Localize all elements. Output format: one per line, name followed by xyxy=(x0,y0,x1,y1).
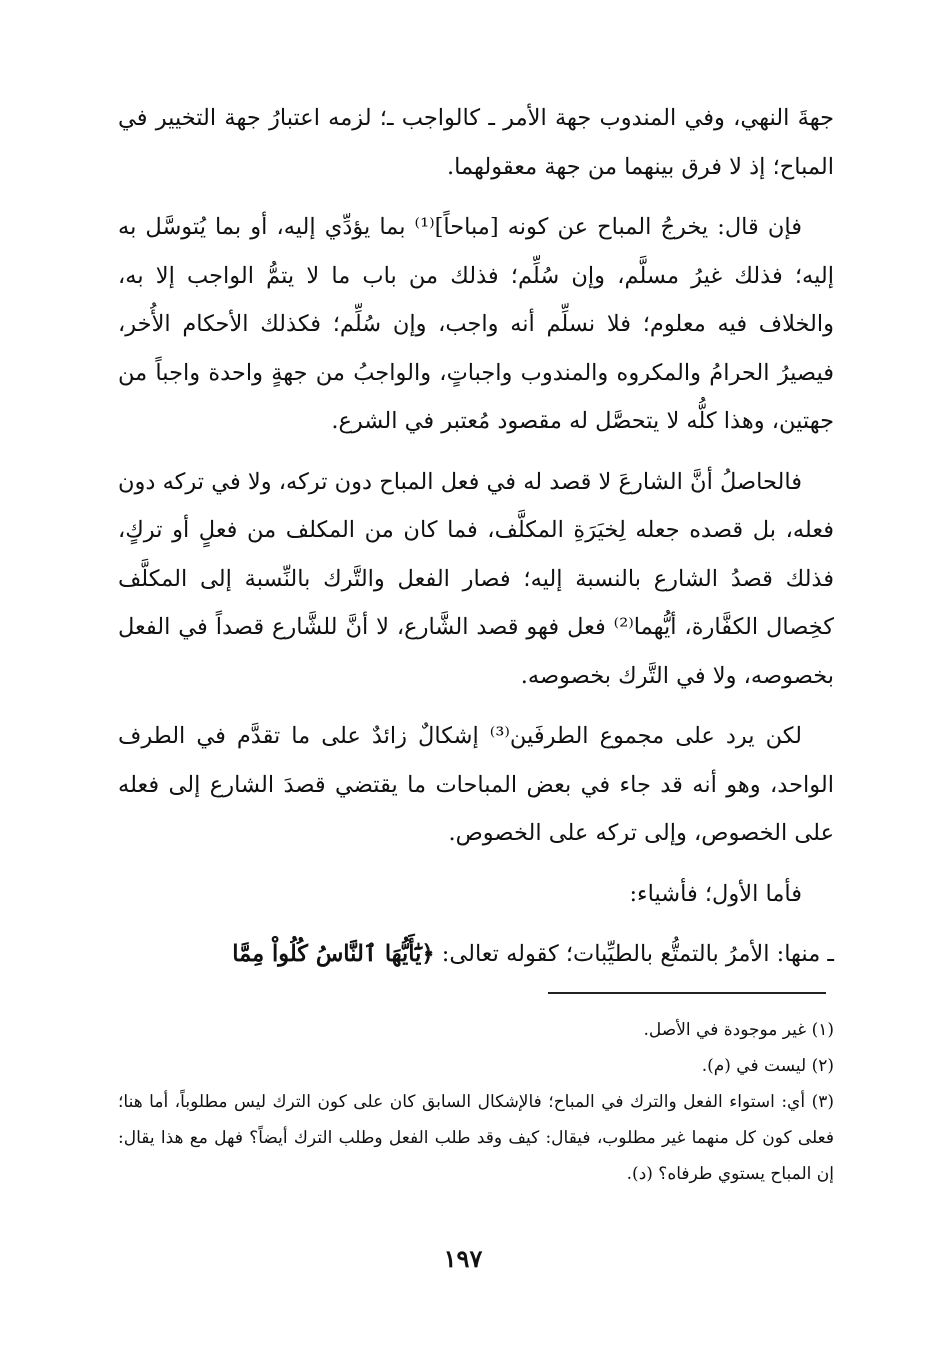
main-text xyxy=(118,94,834,991)
page-number: ١٩٧ xyxy=(443,1244,483,1273)
paragraph-6 xyxy=(118,930,834,979)
paragraph-1: جهةَ النهي، وفي المندوب جهة الأمر ـ كالواجب ـ؛ لزمه اعتبارُ جهة التخيير في المباح؛ إذ لا فرق بينهما من جهة معقولهما. xyxy=(118,105,834,180)
paragraph-2: فإن قال: يخرجُ المباح عن كونه [مباحاً]⁽¹⁾ بما يؤدِّي إليه، أو بما يُتوسَّل به إليه؛ فذلك غيرُ مسلَّم، وإن سُلِّم؛ فذلك من باب ما لا يتمُّ الواجب إلا به، والخلاف فيه معلوم؛ فلا نسلِّم أنه واجب، وإن سُلِّم؛ فكذلك الأحكام الأُخر، فيصيرُ الحرامُ والمكروه والمندوب واجباتٍ، والواجبُ من جهةٍ واحدة واجباً من جهتين، وهذا كلُّه لا يتحصَّل له مقصود مُعتبر في الشرع. xyxy=(118,214,834,434)
quran-verse: ﴿يَٰٓأَيُّهَا ٱلنَّاسُ كُلُواْ مِمَّا xyxy=(232,941,435,967)
footnote-2: (٢) ليست في (م). xyxy=(701,1056,834,1076)
last-line-text: ـ منها: الأمرُ بالتمتُّع بالطيِّبات؛ كقوله تعالى: xyxy=(441,941,834,967)
footnote-1: (١) غير موجودة في الأصل. xyxy=(643,1020,834,1040)
footnotes xyxy=(118,1012,834,1192)
footnote-divider xyxy=(548,992,826,994)
paragraph-4: لكن يرد على مجموع الطرفَين⁽³⁾ إشكالٌ زائدٌ على ما تقدَّم في الطرف الواحد، وهو أنه قد جاء في بعض المباحات ما يقتضي قصدَ الشارع إلى فعله على الخصوص، وإلى تركه على الخصوص. xyxy=(118,723,834,846)
paragraph-5: فأما الأول؛ فأشياء: xyxy=(629,880,802,907)
paragraph-3: فالحاصلُ أنَّ الشارعَ لا قصد له في فعل المباح دون تركه، ولا في تركه دون فعله، بل قصده جعله لِخيَرَةِ المكلَّف، فما كان من المكلف من فعلٍ أو تركٍ، فذلك قصدُ الشارع بالنسبة إليه؛ فصار الفعل والتَّرك بالنِّسبة إلى المكلَّف كخِصال الكفَّارة، أيُّهما⁽²⁾ فعل فهو قصد الشَّارع، لا أنَّ للشَّارع قصداً في الفعل بخصوصه، ولا في التَّرك بخصوصه. xyxy=(118,468,834,689)
footnote-3: (٣) أي: استواء الفعل والترك في المباح؛ فالإشكال السابق كان على كون الترك ليس مطلوباً، أما هنا؛ فعلى كون كل منهما غير مطلوب، فيقال: كيف وقد طلب الفعل وطلب الترك أيضاً؟ فهل مع هذا يقال: إن المباح يستوي طرفاه؟ (د). xyxy=(118,1092,834,1184)
